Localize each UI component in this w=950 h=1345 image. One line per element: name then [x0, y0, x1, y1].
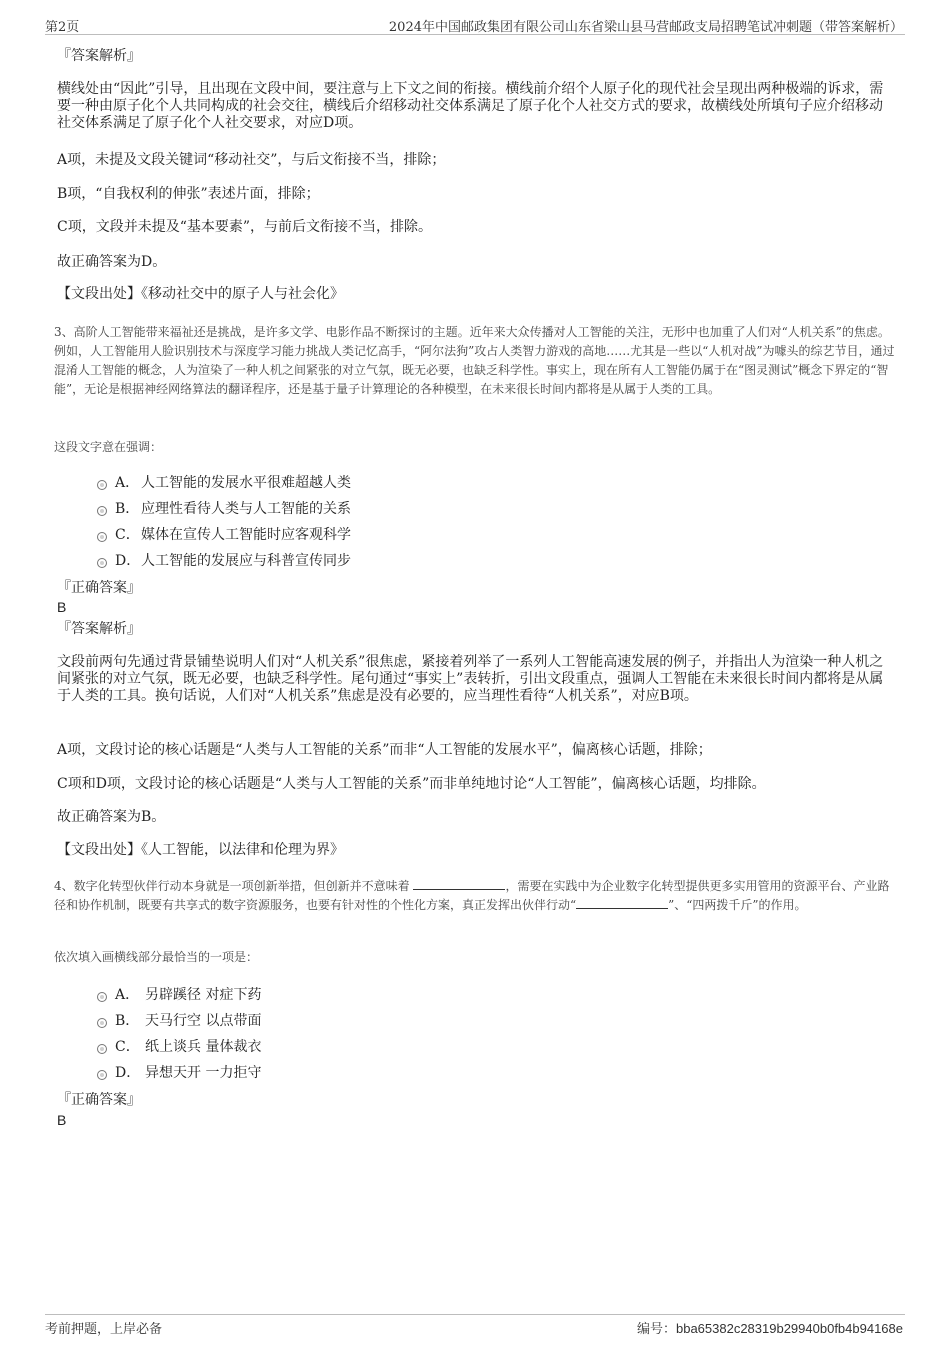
q4-option-c[interactable]: C． 纸上谈兵 量体裁衣 — [97, 1034, 597, 1060]
q3-analysis-text: 文段前两句先通过背景铺垫说明人们对“人机关系”很焦虑，紧接着列举了一系列人工智能高速发展的例子，并指出人为渲染一种人机之间紧张的对立气氛，既无必要，也缺乏科学性。尾句通过“事实上”表转折，引出文段重点，强调人工智能在未来很长时间内都将是从属于人类的工具。换句话说，人们对“人机关系”焦虑是没有必要的，应当理性看待“人机关系”，对应B项。 — [57, 654, 884, 704]
q3-source: 【文段出处】《人工智能，以法律和伦理为界》 — [57, 842, 344, 858]
q4-option-d[interactable]: D． 异想天开 一力拒守 — [97, 1060, 597, 1086]
q2-source: 【文段出处】《移动社交中的原子人与社会化》 — [57, 286, 344, 302]
radio-button[interactable] — [97, 558, 107, 568]
fill-blank-2[interactable] — [576, 896, 668, 909]
q4-options — [97, 982, 597, 1086]
footer-slogan: 考前押题，上岸必备 — [45, 1322, 163, 1337]
q4-option-b[interactable]: B． 天马行空 以点带面 — [97, 1008, 597, 1034]
q2-option-a-note: A项，未提及文段关键词“移动社交”，与后文衔接不当，排除； — [57, 152, 446, 168]
q3-options — [97, 470, 597, 574]
q4-answer: B — [57, 1112, 67, 1128]
radio-button[interactable] — [97, 506, 107, 516]
q4-question-text: 4、数字化转型伙伴行动本身就是一项创新举措，但创新并不意味着 ，需要在实践中为企业数字化转型提供更多实用管用的资源平台、产业路径和协作机制，既要有共享式的数字资源服务，也要有针对性的个性化方案，真正发挥出伙伴行动“ ”、“四两拨千斤”的作用。 — [54, 879, 890, 912]
document-id: 编号：bba65382c28319b29940b0fb4b94168e — [636, 1321, 903, 1337]
fill-blank-1[interactable] — [413, 877, 505, 890]
q3-option-c[interactable]: C． 媒体在宣传人工智能时应客观科学 — [97, 522, 597, 548]
q3-option-a[interactable]: A． 人工智能的发展水平很难超越人类 — [97, 470, 597, 496]
q3-analysis-label: 『答案解析』 — [57, 621, 141, 637]
q4-answer-label: 『正确答案』 — [57, 1092, 141, 1108]
q3-option-a-note: A项，文段讨论的核心话题是“人类与人工智能的关系”而非“人工智能的发展水平”，偏离核心话题，排除； — [57, 742, 712, 758]
q4-stem: 依次填入画横线部分最恰当的一项是： — [54, 950, 259, 964]
page-header — [45, 14, 905, 35]
radio-button[interactable] — [97, 1018, 107, 1028]
q2-option-b-note: B项，“自我权利的伸张”表述片面，排除； — [57, 186, 320, 202]
q2-option-c-note: C项，文段并未提及“基本要素”，与前后文衔接不当，排除。 — [57, 219, 433, 235]
page-footer — [45, 1314, 905, 1337]
q3-question-text: 3、高阶人工智能带来福祉还是挑战，是许多文学、电影作品不断探讨的主题。近年来大众传播对人工智能的关注，无形中也加重了人们对“人机关系”的焦虑。例如，人工智能用人脸识别技术与深度学习能力挑战人类记忆高手，“阿尔法狗”攻占人类智力游戏的高地……尤其是一些以“人机对战”为噱头的综艺节目，通过混淆人工智能的概念，人为渲染了一种人机之间紧张的对立气氛，既无必要，也缺乏科学性。事实上，现在所有人工智能仍属于在“图灵测试”概念下界定的“智能”，无论是根据神经网络算法的翻译程序，还是基于量子计算理论的各种模型，在未来很长时间内都将是从属于人类的工具。 — [54, 325, 895, 396]
q4-option-a[interactable]: A． 另辟蹊径 对症下药 — [97, 982, 597, 1008]
document-title: 2024年中国邮政集团有限公司山东省梁山县马营邮政支局招聘笔试冲刺题（带答案解析） — [388, 20, 903, 35]
radio-button[interactable] — [97, 1070, 107, 1080]
page-number: 第2页 — [45, 20, 80, 35]
radio-button[interactable] — [97, 480, 107, 490]
radio-button[interactable] — [97, 532, 107, 542]
q3-answer-label: 『正确答案』 — [57, 580, 141, 596]
q3-option-b[interactable]: B． 应理性看待人类与人工智能的关系 — [97, 496, 597, 522]
q3-conclusion: 故正确答案为B。 — [57, 809, 166, 825]
q3-answer: B — [57, 599, 67, 615]
radio-button[interactable] — [97, 1044, 107, 1054]
q2-analysis-text: 横线处由“因此”引导，且出现在文段中间，要注意与上下文之间的衔接。横线前介绍个人原子化的现代社会呈现出两种极端的诉求，需要一种由原子化个人共同构成的社会交往，横线后介绍移动社交体系满足了原子化个人社交方式的要求，故横线处所填句子应介绍移动社交体系满足了原子化个人社交要求，对应D项。 — [57, 81, 884, 131]
q3-option-cd-note: C项和D项，文段讨论的核心话题是“人类与人工智能的关系”而非单纯地讨论“人工智能”，偏离核心话题，均排除。 — [57, 776, 766, 792]
radio-button[interactable] — [97, 992, 107, 1002]
q3-stem: 这段文字意在强调： — [54, 440, 163, 454]
q2-conclusion: 故正确答案为D。 — [57, 254, 167, 270]
q3-option-d[interactable]: D． 人工智能的发展应与科普宣传同步 — [97, 548, 597, 574]
q2-analysis-label: 『答案解析』 — [57, 48, 141, 64]
